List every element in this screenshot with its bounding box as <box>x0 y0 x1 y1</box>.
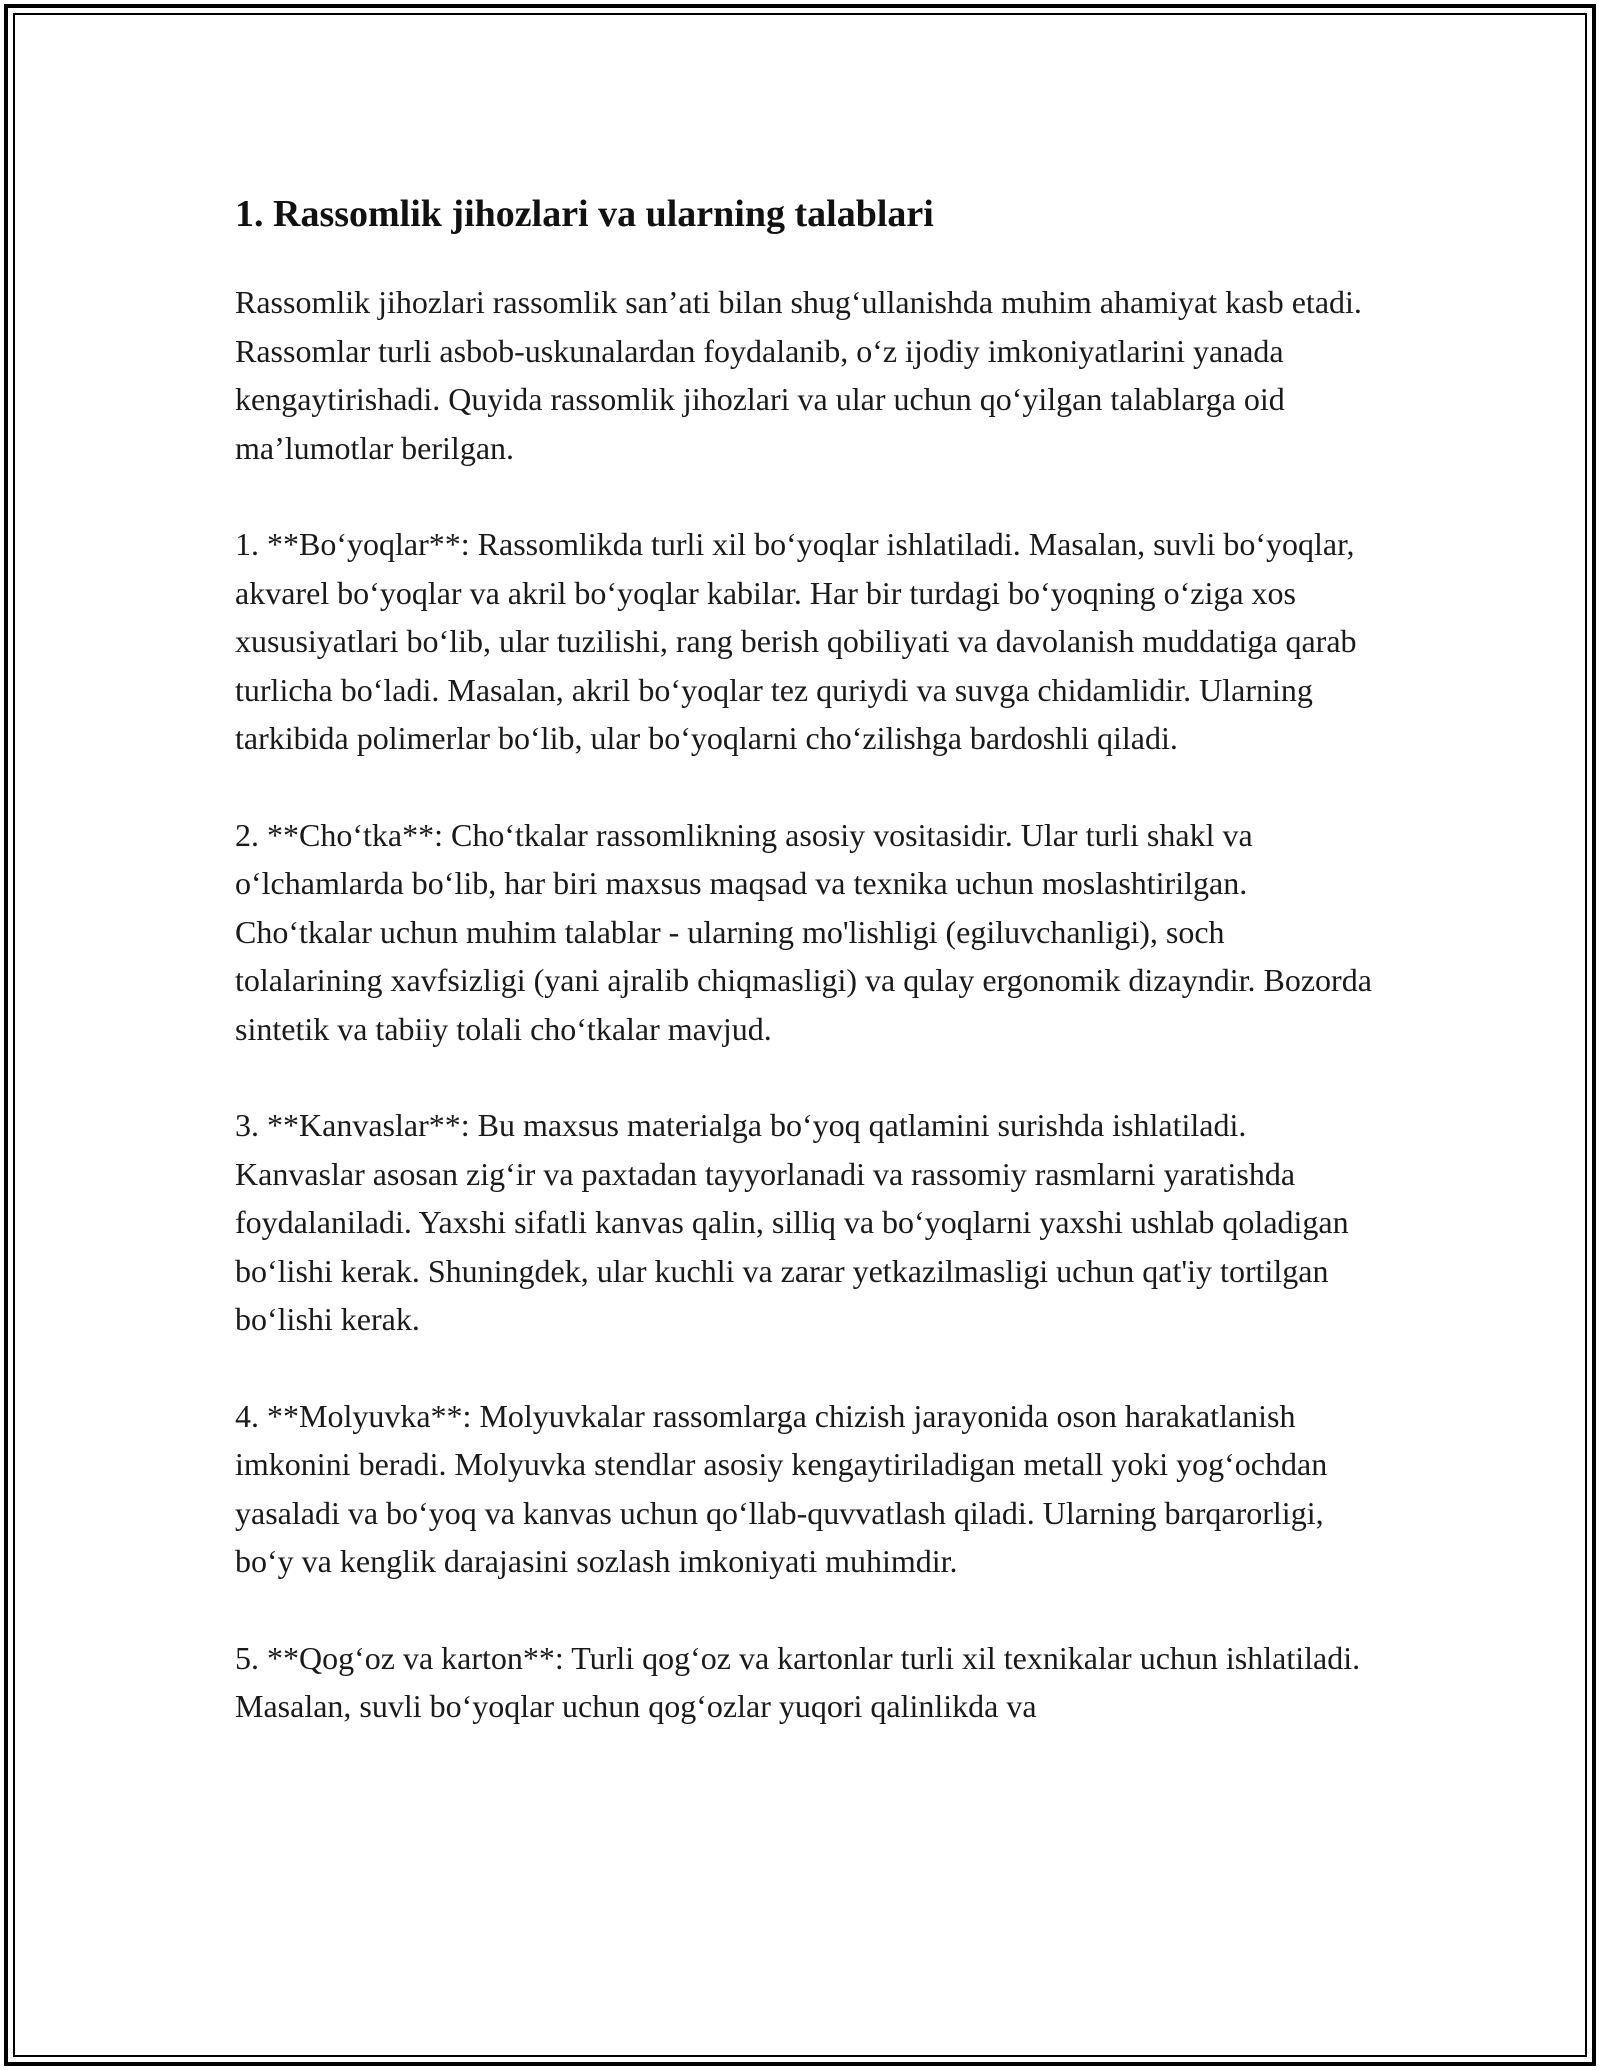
paragraph-qogoz-karton: 5. **Qog‘oz va karton**: Turli qog‘oz va kartonlar turli xil texnikalar uchun ishlatiladi. Masalan, suvli bo‘yoqlar uchun qog‘ozlar yuqori qalinlikda va <box>235 1639 1361 1724</box>
paragraph-boyoqlar: 1. **Bo‘yoqlar**: Rassomlikda turli xil bo‘yoqlar ishlatiladi. Masalan, suvli bo‘yoqlar, akvarel bo‘yoqlar va akril bo‘yoqlar kabilar. Har bir turdagi bo‘yoqning o‘ziga xos xususiyatlari bo‘lib, ular tuzilishi, rang berish qobiliyati va davolanish muddatiga qarab turlicha bo‘ladi. Masalan, akril bo‘yoqlar tez quriydi va suvga chidamlidir. Ularning tarkibida polimerlar bo‘lib, ular bo‘yoqlarni cho‘zilishga bardoshli qiladi. <box>235 526 1357 756</box>
paragraph-molyuvka: 4. **Molyuvka**: Molyuvkalar rassomlarga chizish jarayonida oson harakatlanish imkonini beradi. Molyuvka stendlar asosiy kengaytiriladigan metall yoki yog‘ochdan yasaladi va bo‘yoq va kanvas uchun qo‘llab-quvvatlash qiladi. Ularning barqarorligi, bo‘y va kenglik darajasini sozlash imkoniyati muhimdir. <box>235 1397 1328 1579</box>
section-heading: 1. Rassomlik jihozlari va ularning talablari <box>235 193 934 235</box>
intro-paragraph: Rassomlik jihozlari rassomlik san’ati bilan shug‘ullanishda muhim ahamiyat kasb etadi. Rassomlar turli asbob-uskunalardan foydalanib, o‘z ijodiy imkoniyatlarini yanada kengaytirishadi. Quyida rassomlik jihozlari va ular uchun qo‘yilgan talablarga oid ma’lumotlar berilgan. <box>235 284 1362 466</box>
paragraph-chotka: 2. **Cho‘tka**: Cho‘tkalar rassomlikning asosiy vositasidir. Ular turli shakl va o‘lchamlarda bo‘lib, har biri maxsus maqsad va texnika uchun moslashtirilgan. Cho‘tkalar uchun muhim talablar - ularning mo'lishligi (egiluvchanligi), soch tolalarining xavfsizligi (yani ajralib chiqmasligi) va qulay ergonomik dizayndir. Bozorda sintetik va tabiiy tolali cho‘tkalar mavjud. <box>235 816 1372 1047</box>
document-body <box>235 186 1375 1779</box>
paragraph-kanvaslar: 3. **Kanvaslar**: Bu maxsus materialga bo‘yoq qatlamini surishda ishlatiladi. Kanvaslar asosan zig‘ir va paxtadan tayyorlanadi va rassomiy rasmlarni yaratishda foydalaniladi. Yaxshi sifatli kanvas qalin, silliq va bo‘yoqlarni yaxshi ushlab qoladigan bo‘lishi kerak. Shuningdek, ular kuchli va zarar yetkazilmasligi uchun qat'iy tortilgan bo‘lishi kerak. <box>235 1107 1349 1337</box>
